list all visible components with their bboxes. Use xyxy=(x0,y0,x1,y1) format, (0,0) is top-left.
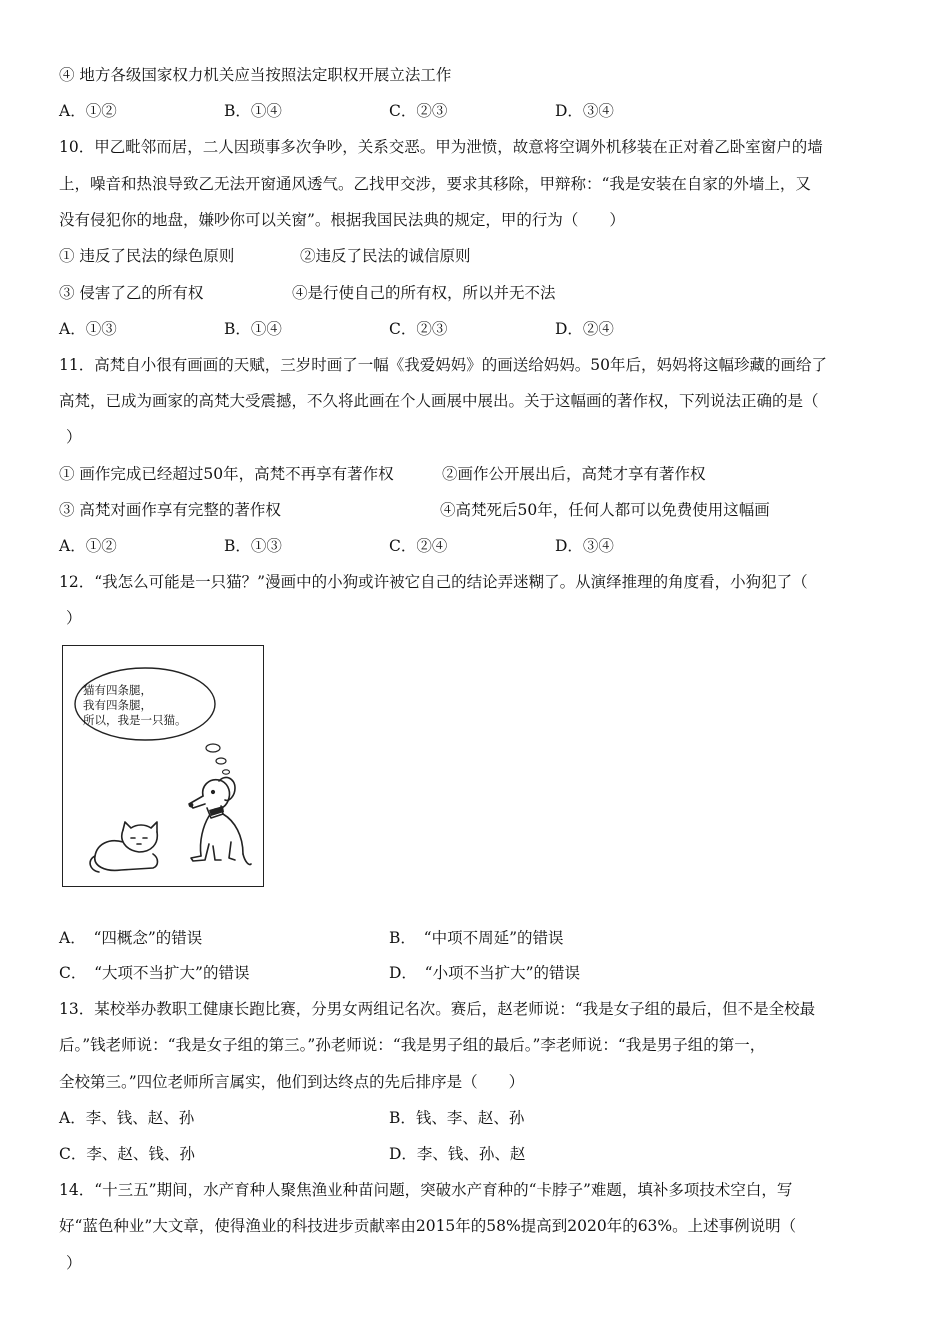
q14-stem-line3: ） xyxy=(66,1254,82,1272)
q11-item2: ②画作公开展出后，高梵才享有著作权 xyxy=(442,465,706,483)
q12-stem-line1: 12．“我怎么可能是一只猫？”漫画中的小狗或许被它自己的结论弄迷糊了。从演绎推理的角度看，小狗犯了（ xyxy=(59,573,808,591)
q9-option-c: C．②③ xyxy=(389,102,448,120)
q13-stem-line3: 全校第三。”四位老师所言属实，他们到达终点的先后排序是（ ） xyxy=(59,1073,525,1091)
thought-bubble-text xyxy=(83,683,187,728)
q10-option-c: C．②③ xyxy=(389,320,448,338)
q12-option-b: B． “中项不周延”的错误 xyxy=(389,929,564,947)
q11-stem-line2: 高梵，已成为画家的高梵大受震撼，不久将此画在个人画展中展出。关于这幅画的著作权，下列说法正确的是（ xyxy=(59,392,819,410)
q11-option-d: D．③④ xyxy=(555,537,614,555)
q10-item1: ① 违反了民法的绿色原则 xyxy=(59,247,235,265)
q9-item4: ④ 地方各级国家权力机关应当按照法定职权开展立法工作 xyxy=(59,66,452,84)
q14-stem-line2: 好“蓝色种业”大文章，使得渔业的科技进步贡献率由2015年的58%提高到2020年的63%。上述事例说明（ xyxy=(59,1217,797,1235)
q10-option-d: D．②④ xyxy=(555,320,614,338)
q11-item1: ① 画作完成已经超过50年，高梵不再享有著作权 xyxy=(59,465,394,483)
q10-option-a: A．①③ xyxy=(59,320,117,338)
q13-stem-line2: 后。”钱老师说：“我是女子组的第三。”孙老师说：“我是男子组的最后。”李老师说：“我是男子组的第一， xyxy=(59,1036,766,1054)
cartoon-drawing xyxy=(63,646,263,886)
q9-option-d: D．③④ xyxy=(555,102,614,120)
q12-option-c: C． “大项不当扩大”的错误 xyxy=(59,964,250,982)
bubble-line-2: 我有四条腿， xyxy=(83,698,152,712)
q10-stem-line2: 上，噪音和热浪导致乙无法开窗通风透气。乙找甲交涉，要求其移除，甲辩称：“我是安装在自家的外墙上，又 xyxy=(59,175,811,193)
q10-item4: ④是行使自己的所有权，所以并无不法 xyxy=(292,284,556,302)
q11-item4: ④高梵死后50年，任何人都可以免费使用这幅画 xyxy=(440,501,770,519)
q13-option-d: D．李、钱、孙、赵 xyxy=(389,1145,526,1163)
q11-option-a: A．①② xyxy=(59,537,117,555)
q13-option-c: C．李、赵、钱、孙 xyxy=(59,1145,195,1163)
q9-option-b: B．①④ xyxy=(224,102,282,120)
q12-option-d: D． “小项不当扩大”的错误 xyxy=(389,964,581,982)
q9-option-a: A．①② xyxy=(59,102,117,120)
q10-stem-line1: 10．甲乙毗邻而居，二人因琐事多次争吵，关系交恶。甲为泄愤，故意将空调外机移装在正对着乙卧室窗户的墙 xyxy=(59,138,823,156)
q11-stem-line1: 11．高梵自小很有画画的天赋，三岁时画了一幅《我爱妈妈》的画送给妈妈。50年后，妈妈将这幅珍藏的画给了 xyxy=(59,356,827,374)
q13-option-a: A．李、钱、赵、孙 xyxy=(59,1109,195,1127)
q11-stem-line3: ） xyxy=(66,428,82,446)
q10-item3: ③ 侵害了乙的所有权 xyxy=(59,284,204,302)
q11-option-c: C．②④ xyxy=(389,537,448,555)
q10-item2: ②违反了民法的诚信原则 xyxy=(300,247,471,265)
q14-stem-line1: 14．“十三五”期间，水产育种人聚焦渔业种苗问题，突破水产育种的“卡脖子”难题，填补多项技术空白，写 xyxy=(59,1181,793,1199)
bubble-line-1: 猫有四条腿， xyxy=(83,683,152,697)
q10-stem-line3: 没有侵犯你的地盘，嫌吵你可以关窗”。根据我国民法典的规定，甲的行为（ ） xyxy=(59,211,625,229)
q11-option-b: B．①③ xyxy=(224,537,282,555)
q13-stem-line1: 13．某校举办教职工健康长跑比赛，分男女两组记名次。赛后，赵老师说：“我是女子组的最后，但不是全校最 xyxy=(59,1000,816,1018)
q10-option-b: B．①④ xyxy=(224,320,282,338)
q12-option-a: A． “四概念”的错误 xyxy=(59,929,203,947)
dog-cat-cartoon xyxy=(62,645,264,887)
q13-option-b: B．钱、李、赵、孙 xyxy=(389,1109,525,1127)
q11-item3: ③ 高梵对画作享有完整的著作权 xyxy=(59,501,281,519)
bubble-line-3: 所以，我是一只猫。 xyxy=(83,713,187,727)
q12-stem-line2: ） xyxy=(66,609,82,627)
